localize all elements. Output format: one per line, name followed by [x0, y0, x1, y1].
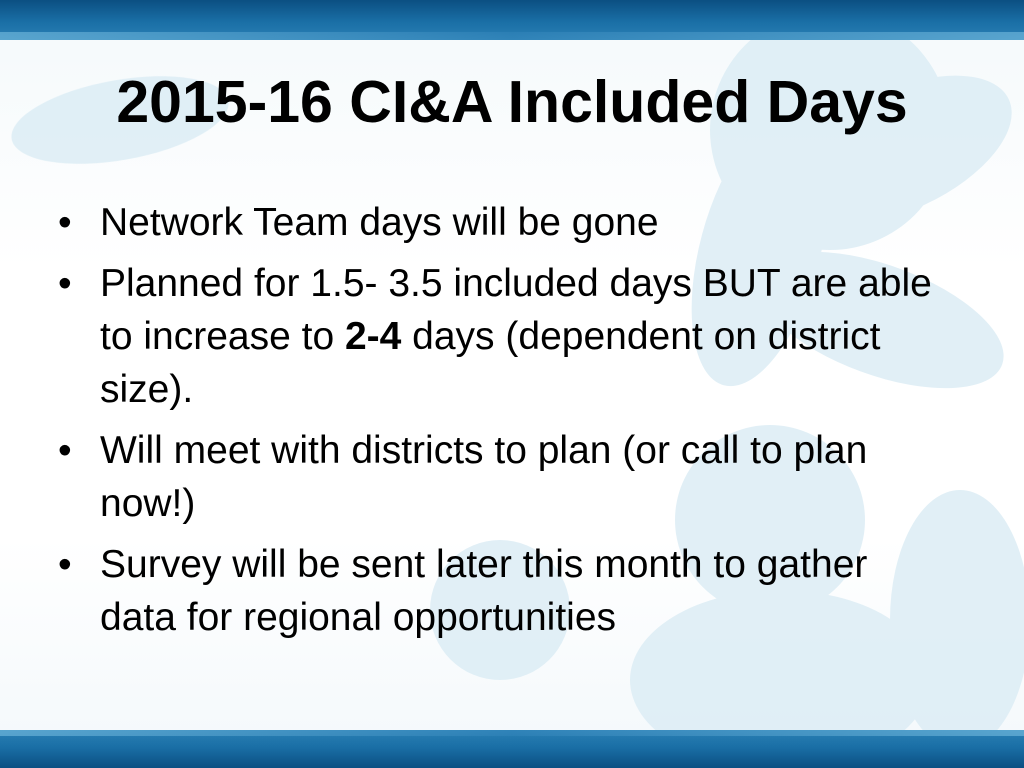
- bottom-banner: [0, 730, 1024, 768]
- slide-title: 2015-16 CI&A Included Days: [116, 69, 908, 135]
- bullet-icon: •: [58, 429, 72, 472]
- bullet-icon: •: [58, 201, 72, 244]
- bullet-text: [100, 262, 932, 411]
- bullet-text-part: days (dependent on district size).: [100, 315, 881, 411]
- bullet-icon: •: [58, 262, 72, 305]
- bullet-text: Survey will be sent later this month to gather data for regional opportunities: [100, 543, 868, 639]
- top-banner: [0, 0, 1024, 40]
- bullet-item: [56, 257, 936, 416]
- bullet-text-part: Planned for 1.5- 3.5 included days BUT are able to increase to: [100, 262, 932, 358]
- bullet-text: Will meet with districts to plan (or call to plan now!): [100, 429, 868, 525]
- bullet-icon: •: [58, 543, 72, 586]
- bullet-item: [56, 196, 936, 249]
- bullet-item: [56, 424, 936, 530]
- bullet-item: [56, 538, 936, 644]
- bullet-text: Network Team days will be gone: [100, 201, 659, 244]
- bullet-text-bold: 2-4: [344, 315, 402, 358]
- bullet-list: [56, 196, 936, 652]
